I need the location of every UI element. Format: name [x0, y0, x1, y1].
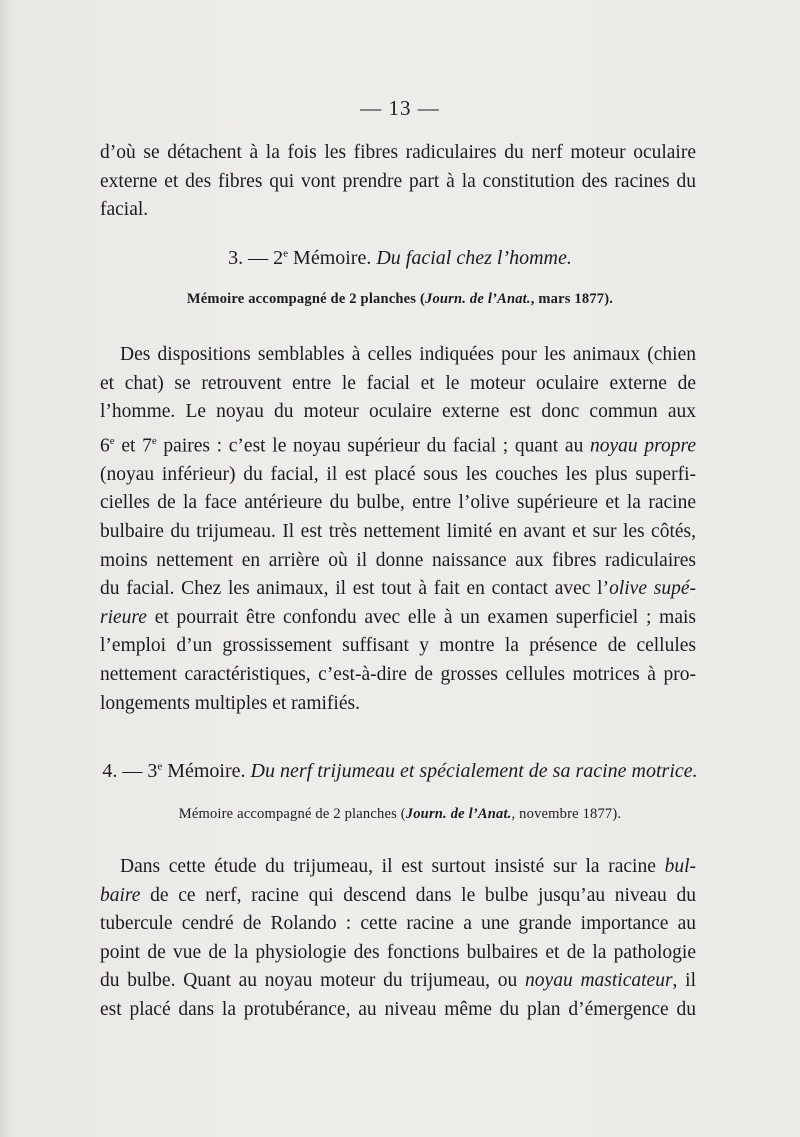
- text-line: [100, 882, 696, 911]
- text-fragment: du facial. Chez les animaux, il est tout à fait en contact avec l’: [100, 578, 610, 600]
- text-line: point de vue de la physiologie des fonctions bulbaires et de la pathologie: [100, 941, 696, 963]
- note-journal: Journ. de l’Anat.: [405, 806, 512, 822]
- text-line: longements multiples et ramifiés.: [100, 692, 360, 714]
- section-3-title: Du facial chez l’homme.: [376, 247, 572, 269]
- section-4-label: Mémoire.: [162, 760, 251, 782]
- italic-term: olive supé-: [609, 578, 696, 600]
- intro-paragraph: [100, 139, 696, 225]
- italic-term: rieure: [100, 606, 147, 628]
- section-3-paragraph: [100, 341, 696, 718]
- text-fragment: et 7: [114, 435, 152, 457]
- text-line: est placé dans la protubérance, au niveau même du plan d’émergence du: [100, 998, 696, 1020]
- section-3-label: Mémoire.: [288, 247, 377, 269]
- italic-term: noyau propre: [590, 435, 696, 457]
- section-4-title: Du nerf trijumeau et spécialement de sa racine motrice.: [250, 760, 698, 782]
- text-line: externe et des fibres qui vont prendre part à la constitution des racines du: [100, 170, 696, 192]
- text-line: [100, 575, 696, 604]
- text-line: [100, 427, 696, 461]
- superscript: e: [109, 434, 115, 447]
- text-line: [100, 853, 696, 882]
- note-prefix: Mémoire accompagné de 2 planches (: [186, 291, 425, 307]
- section-4-note: [0, 806, 800, 823]
- note-journal: Journ. de l’Anat.: [425, 291, 531, 307]
- italic-term: baire: [100, 884, 141, 906]
- page-number: — 13 —: [360, 96, 440, 120]
- note-suffix: , novembre 1877).: [511, 806, 622, 822]
- superscript: e: [151, 434, 157, 447]
- section-3-note: [0, 291, 800, 308]
- note-suffix: , mars 1877).: [530, 291, 614, 307]
- text-fragment: paires : c’est le noyau supérieur du facial ; quant au: [156, 435, 591, 457]
- text-fragment: Dans cette étude du trijumeau, il est surtout insisté sur la racine: [120, 856, 665, 877]
- text-line: facial.: [100, 199, 149, 221]
- text-line: d’où se détachent à la fois les fibres radiculaires du nerf moteur oculaire: [100, 142, 696, 163]
- text-line: cielles de la face antérieure du bulbe, entre l’olive supérieure et la racine: [100, 492, 696, 514]
- section-4-number: 4. — 3: [102, 760, 158, 782]
- text-fragment: et pourrait être confondu avec elle à un examen superficiel ; mais: [146, 606, 696, 628]
- text-line: nettement caractéristiques, c’est-à-dire de grosses cellules motrices à pro-: [100, 664, 696, 686]
- section-4-heading: [0, 760, 800, 783]
- text-line: [100, 967, 696, 996]
- text-fragment: 6: [100, 435, 110, 457]
- text-line: l’emploi d’un grossissement suffisant y montre la présence de cellules: [100, 635, 696, 657]
- text-line: Des dispositions semblables à celles indiquées pour les animaux (chien: [120, 344, 696, 365]
- superscript: e: [283, 247, 289, 260]
- section-3-heading: [0, 247, 800, 270]
- text-line: moins nettement en arrière où il donne naissance aux fibres radiculaires: [100, 549, 696, 571]
- text-line: (noyau inférieur) du facial, il est placé sous les couches les plus superfi-: [100, 463, 696, 485]
- italic-term: noyau masticateur: [525, 970, 673, 992]
- italic-term: bul-: [664, 856, 696, 877]
- text-fragment: du bulbe. Quant au noyau moteur du trijumeau, ou: [100, 970, 526, 992]
- superscript: e: [157, 760, 163, 773]
- section-4-paragraph: [100, 853, 696, 1025]
- text-line: [100, 604, 696, 633]
- text-line: et chat) se retrouvent entre le facial et le moteur oculaire externe de: [100, 372, 696, 394]
- note-prefix: Mémoire accompagné de 2 planches (: [178, 806, 406, 822]
- text-line: bulbaire du trijumeau. Il est très nettement limité en avant et sur les côtés,: [100, 521, 696, 543]
- text-fragment: , il: [672, 970, 696, 992]
- text-line: l’homme. Le noyau du moteur oculaire externe est donc commun aux: [100, 401, 696, 423]
- text-fragment: de ce nerf, racine qui descend dans le bulbe jusqu’au niveau du: [140, 884, 696, 906]
- text-line: tubercule cendré de Rolando : cette racine a une grande importance au: [100, 913, 696, 935]
- section-3-number: 3. — 2: [228, 247, 284, 269]
